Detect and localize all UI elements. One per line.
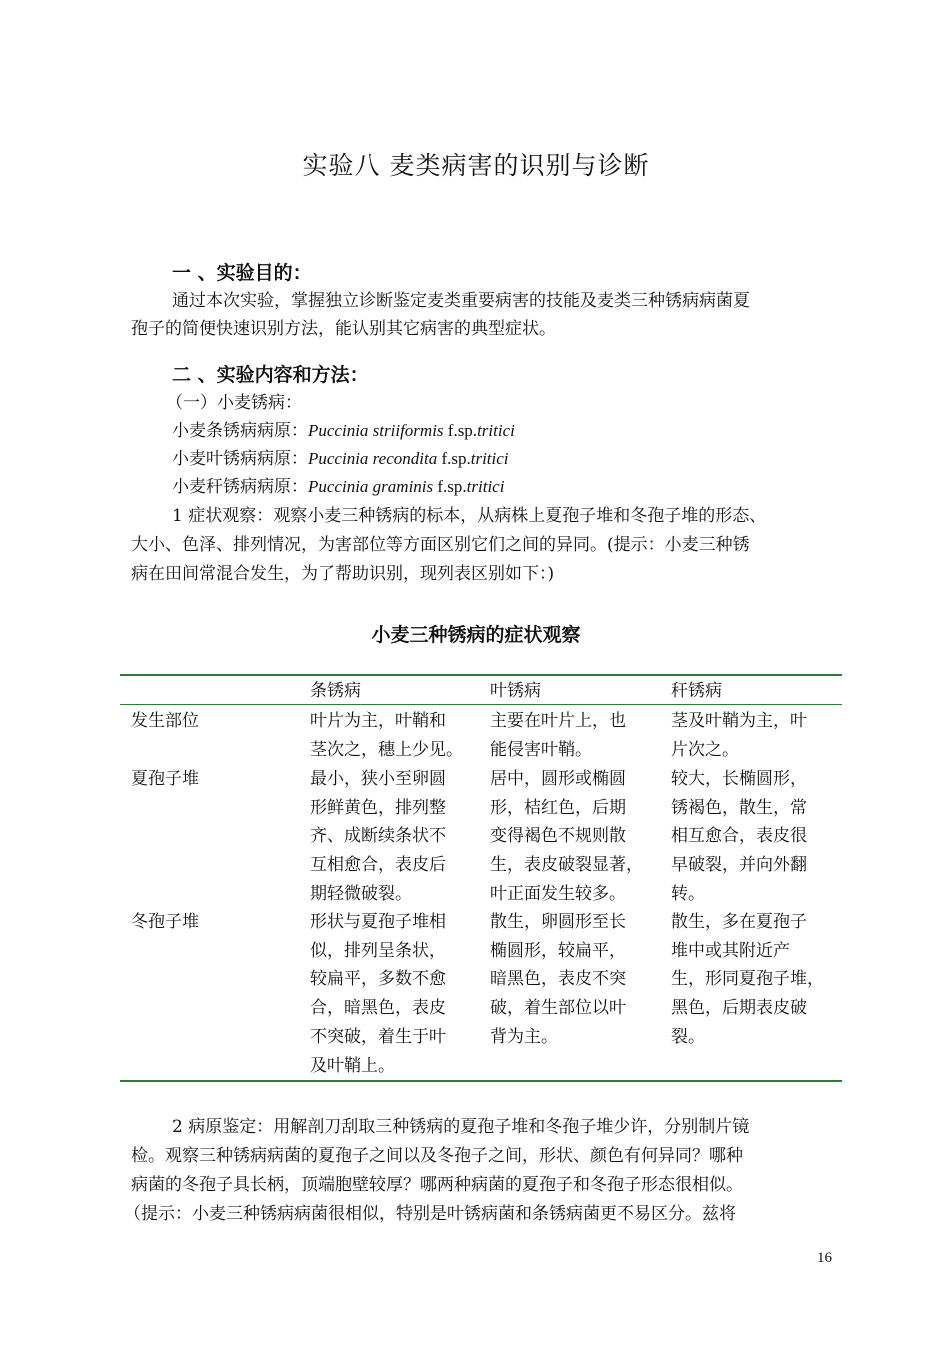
pathogen-label: 小麦秆锈病病原： xyxy=(172,477,308,497)
pathogen-label: 小麦叶锈病病原： xyxy=(172,449,308,469)
table-cell: 居中，圆形或椭圆 形，桔红色，后期 变得褐色不规则散 生，表皮破裂显著， 叶正面发生较多。 xyxy=(490,769,643,904)
identification-line: 检。观察三种锈病病菌的夏孢子之间以及冬孢子之间，形状、颜色有何异同？哪种 xyxy=(131,1146,743,1166)
table-header-rule xyxy=(120,704,842,705)
table-cell: 茎及叶鞘为主，叶 片次之。 xyxy=(671,711,807,760)
table-row-label: 冬孢子堆 xyxy=(131,912,199,932)
table-cell: 叶片为主，叶鞘和 茎次之，穗上少见。 xyxy=(310,711,463,760)
page-number: 16 xyxy=(817,1250,832,1266)
pathogen-species: Puccinia striiformis xyxy=(308,421,444,440)
table-cell: 主要在叶片上，也 能侵害叶鞘。 xyxy=(490,711,626,760)
table-cell: 最小，狭小至卵圆 形鲜黄色，排列整 齐、成断续条状不 互相愈合，表皮后 期轻微破裂。 xyxy=(310,769,446,904)
pathogen-line xyxy=(172,445,509,473)
subsection-heading: （一）小麦锈病： xyxy=(166,393,302,413)
table-cell: 较大，长椭圆形， 锈褐色，散生，常 相互愈合，表皮很 早破裂，并向外翻 转。 xyxy=(671,769,807,904)
table-top-rule xyxy=(120,674,842,676)
table-header-leaf-rust: 叶锈病 xyxy=(490,681,541,701)
table-header-stripe-rust: 条锈病 xyxy=(310,681,361,701)
observation-line: 大小、色泽、排列情况，为害部位等方面区别它们之间的异同。(提示：小麦三种锈 xyxy=(131,535,750,555)
section-heading-purpose: 一 、实验目的： xyxy=(172,262,312,284)
pathogen-species: Puccinia recondita xyxy=(308,449,438,468)
table-row-label: 夏孢子堆 xyxy=(131,769,199,789)
identification-line: 病菌的冬孢子具长柄，顶端胞壁较厚？哪两种病菌的夏孢子和冬孢子形态很相似。 xyxy=(131,1175,743,1195)
pathogen-host: tritici xyxy=(470,449,509,468)
purpose-line: 通过本次实验，掌握独立诊断鉴定麦类重要病害的技能及麦类三种锈病病菌夏 xyxy=(172,291,750,311)
observation-line: 1 症状观察：观察小麦三种锈病的标本，从病株上夏孢子堆和冬孢子堆的形态、 xyxy=(172,506,767,526)
identification-line: 2 病原鉴定：用解剖刀刮取三种锈病的夏孢子堆和冬孢子堆少许，分别制片镜 xyxy=(172,1117,750,1137)
pathogen-line xyxy=(172,417,515,445)
table-caption: 小麦三种锈病的症状观察 xyxy=(371,624,581,646)
table-header-stem-rust: 秆锈病 xyxy=(671,681,722,701)
table-bottom-rule xyxy=(120,1080,842,1082)
pathogen-line xyxy=(172,473,504,501)
pathogen-species: Puccinia graminis xyxy=(308,477,434,496)
pathogen-fsp: f.sp. xyxy=(437,449,471,468)
observation-line: 病在田间常混合发生，为了帮助识别，现列表区别如下：) xyxy=(131,564,555,584)
table-cell: 散生，卵圆形至长 椭圆形，较扁平， 暗黑色，表皮不突 破，着生部位以叶 背为主。 xyxy=(490,912,626,1047)
pathogen-fsp: f.sp. xyxy=(443,421,478,440)
purpose-line: 孢子的简便快速识别方法，能认别其它病害的典型症状。 xyxy=(131,319,556,339)
pathogen-host: tritici xyxy=(466,477,505,496)
section-heading-content: 二 、实验内容和方法： xyxy=(172,364,369,386)
table-cell: 散生，多在夏孢子 堆中或其附近产 生，形同夏孢子堆， 黑色，后期表皮破 裂。 xyxy=(671,912,824,1047)
table-row-label: 发生部位 xyxy=(131,711,199,731)
identification-line: （提示：小麦三种锈病病菌很相似，特别是叶锈病菌和条锈病菌更不易区分。兹将 xyxy=(124,1204,736,1224)
table-cell: 形状与夏孢子堆相 似，排列呈条状， 较扁平，多数不愈 合，暗黑色，表皮 不突破，着生于叶 及叶鞘上。 xyxy=(310,912,446,1076)
page-title: 实验八 麦类病害的识别与诊断 xyxy=(302,151,650,180)
pathogen-host: tritici xyxy=(477,421,515,440)
pathogen-label: 小麦条锈病病原： xyxy=(172,421,308,441)
pathogen-fsp: f.sp. xyxy=(433,477,467,496)
